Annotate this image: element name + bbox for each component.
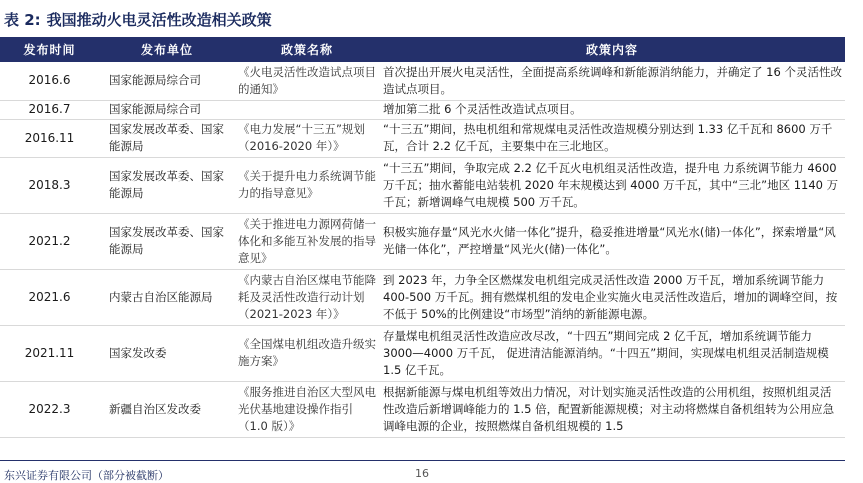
row-date: 2016.11 — [0, 119, 99, 157]
row-date: 2018.3 — [0, 157, 99, 213]
table-row — [0, 62, 845, 100]
row-issuer: 内蒙古自治区能源局 — [99, 269, 235, 325]
table-title — [4, 7, 272, 33]
row-date: 2016.7 — [0, 100, 99, 119]
row-policy-content: 到 2023 年，力争全区燃煤发电机组完成灵活性改造 2000 万千瓦，增加系统调节能力 400-500 万千瓦。拥有燃煤机组的发电企业实施火电灵活性改造后，增加的调峰空间，按不低于 50%的比例建设“市场型”消纳的新能源电源。 — [379, 269, 845, 325]
row-policy-name — [235, 100, 379, 119]
header-policy-name: 政策名称 — [235, 37, 379, 62]
row-date: 2016.6 — [0, 62, 99, 100]
row-policy-content: “十三五”期间，热电机组和常规煤电灵活性改造规模分别达到 1.33 亿千瓦和 8600 万千瓦，合计 2.2 亿千瓦，主要集中在三北地区。 — [379, 119, 845, 157]
table-row — [0, 157, 845, 213]
row-issuer: 国家发改委 — [99, 325, 235, 381]
row-date: 2021.2 — [0, 213, 99, 269]
table-number: 表 2: — [4, 11, 41, 29]
row-date: 2021.6 — [0, 269, 99, 325]
row-policy-name: 《电力发展“十三五”规划（2016-2020 年）》 — [235, 119, 379, 157]
policy-table — [0, 37, 845, 438]
row-policy-content: 积极实施存量“风光水火储一体化”提升，稳妥推进增量“风光水(储)一体化”，探索增量“风光储一体化”，严控增量“风光火(储)一体化”。 — [379, 213, 845, 269]
row-issuer: 国家能源局综合司 — [99, 62, 235, 100]
header-issuer: 发布单位 — [99, 37, 235, 62]
table-row — [0, 381, 845, 437]
row-issuer: 国家发展改革委、国家能源局 — [99, 157, 235, 213]
header-row — [0, 37, 845, 62]
row-policy-name: 《火电灵活性改造试点项目的通知》 — [235, 62, 379, 100]
row-policy-content: 首次提出开展火电灵活性，全面提高系统调峰和新能源消纳能力，并确定了 16 个灵活性改造试点项目。 — [379, 62, 845, 100]
row-issuer: 国家发展改革委、国家能源局 — [99, 119, 235, 157]
row-issuer: 国家能源局综合司 — [99, 100, 235, 119]
table-row — [0, 119, 845, 157]
row-policy-content: 存量煤电机组灵活性改造应改尽改，“十四五”期间完成 2 亿千瓦，增加系统调节能力 3000—4000 万千瓦， 促进清洁能源消纳。“十四五”期间，实现煤电机组灵活制造规模 1.5 亿千瓦。 — [379, 325, 845, 381]
row-policy-name: 《内蒙古自治区煤电节能降耗及灵活性改造行动计划（2021-2023 年）》 — [235, 269, 379, 325]
table-row — [0, 213, 845, 269]
footer-divider — [0, 460, 845, 461]
row-policy-content: “十三五”期间，争取完成 2.2 亿千瓦火电机组灵活性改造，提升电 力系统调节能力 4600 万千瓦；抽水蓄能电站装机 2020 年末规模达到 4000 万千瓦，其中“三北”地区 1140 万千瓦；新增调峰气电规模 500 万千瓦。 — [379, 157, 845, 213]
page-number: 16 — [415, 467, 429, 480]
row-policy-name: 《关于提升电力系统调节能力的指导意见》 — [235, 157, 379, 213]
header-date: 发布时间 — [0, 37, 99, 62]
header-policy-content: 政策内容 — [379, 37, 845, 62]
row-policy-content: 根据新能源与煤电机组等效出力情况，对计划实施灵活性改造的公用机组，按照机组灵活性改造后新增调峰能力的 1.5 倍，配置新能源规模；对主动将燃煤自备机组转为公用应急调峰电源的企业，按照燃煤自备机组规模的 1.5 — [379, 381, 845, 437]
row-issuer: 新疆自治区发改委 — [99, 381, 235, 437]
row-policy-name: 《服务推进自治区大型风电光伏基地建设操作指引（1.0 版）》 — [235, 381, 379, 437]
row-date: 2022.3 — [0, 381, 99, 437]
table-title-text: 我国推动火电灵活性改造相关政策 — [46, 11, 272, 29]
row-policy-name: 《全国煤电机组改造升级实施方案》 — [235, 325, 379, 381]
table-row — [0, 269, 845, 325]
table-row — [0, 325, 845, 381]
footer-source: 东兴证券有限公司（部分被截断） — [4, 469, 169, 482]
table-row — [0, 100, 845, 119]
row-policy-content: 增加第二批 6 个灵活性改造试点项目。 — [379, 100, 845, 119]
row-policy-name: 《关于推进电力源网荷储一体化和多能互补发展的指导意见》 — [235, 213, 379, 269]
row-issuer: 国家发展改革委、国家能源局 — [99, 213, 235, 269]
row-date: 2021.11 — [0, 325, 99, 381]
